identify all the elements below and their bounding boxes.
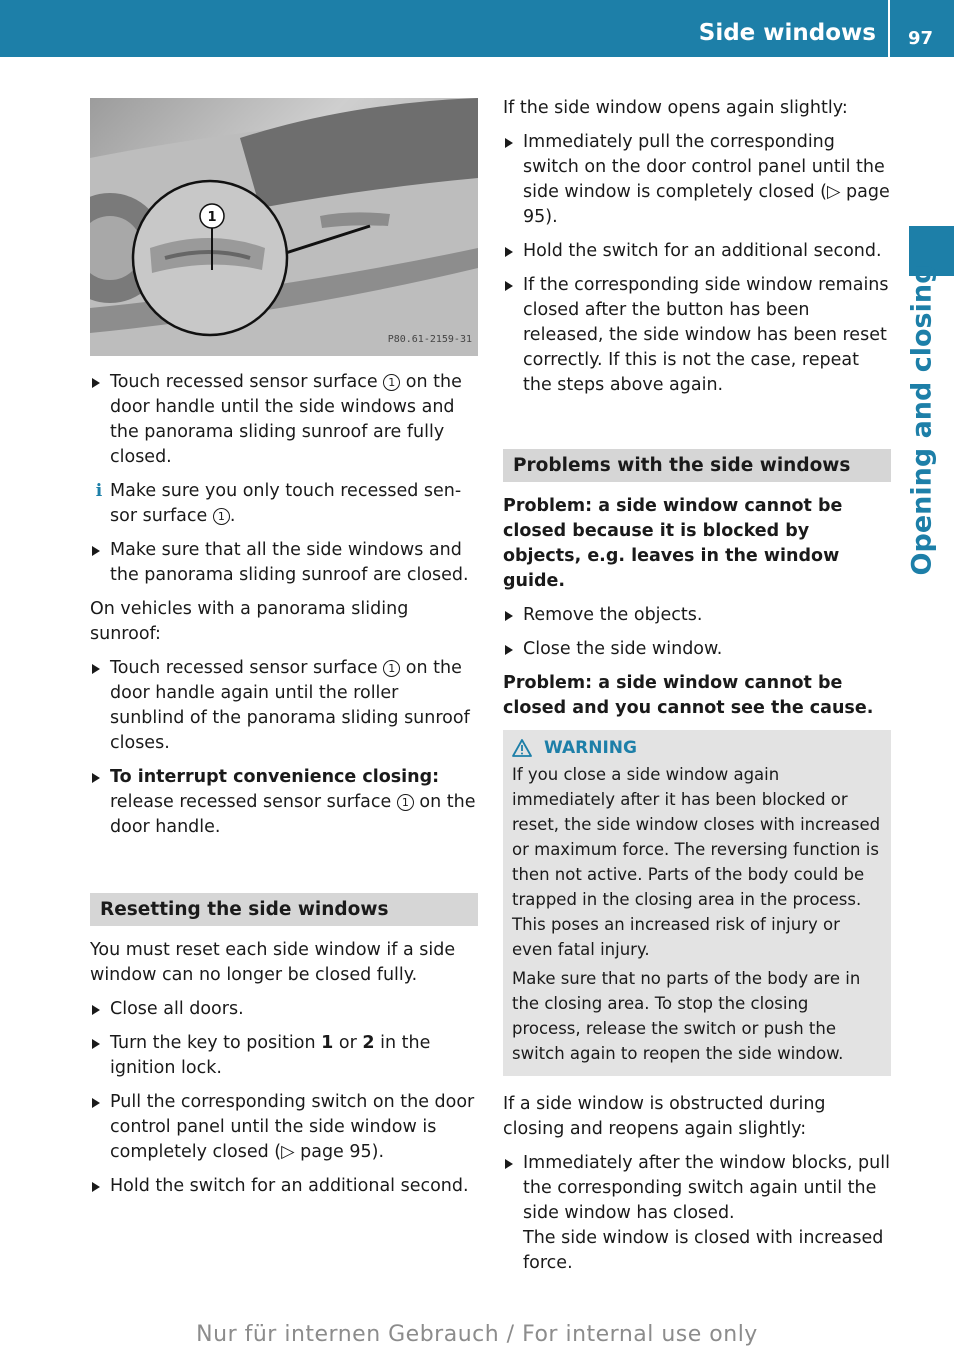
paragraph-opens-again: If the side window opens again slightly:: [503, 98, 848, 118]
step-check-reset: If the corresponding side window remains closed after the button has been released, the side window has been reset correctly. If this is not the case, repeat the steps above again.: [503, 273, 891, 398]
page-number: 97: [908, 28, 934, 49]
right-column: [503, 96, 891, 1285]
svg-text:1: 1: [207, 210, 217, 225]
step-touch-sensor: Touch recessed sensor surface 1 on the door handle until the side windows and the panorama sliding sunroof are fully closed.: [90, 370, 478, 470]
step-interrupt: To interrupt convenience closing: release recessed sensor surface 1 on the door handle.: [90, 765, 478, 840]
warning-text: If you close a side window again immediately after it has been blocked or reset, the side window closes with increased or maximum force. The reversing function is then not active. Parts of the body could be trapped in the closing area in the process. This poses an increased risk of injury or even fatal injury.: [512, 765, 881, 959]
internal-use-watermark: Nur für internen Gebrauch / For internal use only: [196, 1322, 758, 1347]
car-illustration: [90, 98, 478, 356]
image-code: P80.61-2159-31: [387, 334, 472, 345]
left-column: [90, 98, 478, 1208]
step-pull-immediately: Immediately pull the corresponding switch on the door control panel until the side window is completely closed (▷ page 95).: [503, 130, 891, 230]
warning-instruction: Make sure that no parts of the body are in the closing area. To stop the closing process, release the switch or push the switch again to reopen the side window.: [512, 969, 861, 1063]
info-icon: i: [95, 481, 103, 501]
info-note: i Make sure you only touch recessed sensor surface 1 .: [90, 479, 478, 529]
section-heading-problems: Problems with the side windows: [503, 449, 891, 482]
header-bar: [0, 0, 954, 57]
paragraph-obstructed: If a side window is obstructed during closing and reopens again slightly:: [503, 1094, 826, 1139]
header-divider: [888, 0, 890, 57]
door-handle-photo: [90, 98, 478, 356]
callout-1: 1: [397, 794, 414, 811]
problem-unknown-cause: Problem: a side window cannot be closed and you cannot see the cause.: [503, 673, 874, 718]
step-close-doors: Close all doors.: [90, 997, 478, 1022]
warning-triangle-icon: [512, 739, 532, 757]
step-remove-objects: Remove the objects.: [503, 603, 891, 628]
section-heading-reset: Resetting the side windows: [90, 893, 478, 926]
problem-blocked: Problem: a side window cannot be closed because it is blocked by objects, e.g. leaves in the window guide.: [503, 496, 843, 591]
step-pull-switch: Pull the corresponding switch on the door control panel until the side window is completely closed (▷ page 95).: [90, 1090, 478, 1165]
step-check-closed: Make sure that all the side windows and the panorama sliding sunroof are closed.: [90, 538, 478, 588]
step-pull-after-block: Immediately after the window blocks, pull the corresponding switch again until the side window has closed. The side window is closed with increased force.: [503, 1151, 891, 1276]
callout-1: 1: [383, 374, 400, 391]
step-turn-key: Turn the key to position 1 or 2 in the ignition lock.: [90, 1031, 478, 1081]
warning-heading: WARNING: [512, 734, 882, 762]
step-touch-sensor-again: Touch recessed sensor surface 1 on the door handle again until the roller sunblind of the panorama sliding sunroof closes.: [90, 656, 478, 756]
paragraph-panorama: On vehicles with a panorama sliding sunroof:: [90, 599, 409, 644]
paragraph-reset-intro: You must reset each side window if a side window can no longer be closed fully.: [90, 940, 456, 985]
section-title: Side windows: [698, 20, 876, 46]
step-close-window: Close the side window.: [503, 637, 891, 662]
step-hold-additional: Hold the switch for an additional second.: [503, 239, 891, 264]
step-hold-switch: Hold the switch for an additional second.: [90, 1174, 478, 1199]
warning-box: [503, 730, 891, 1076]
callout-1: 1: [383, 660, 400, 677]
callout-1: 1: [213, 508, 230, 525]
